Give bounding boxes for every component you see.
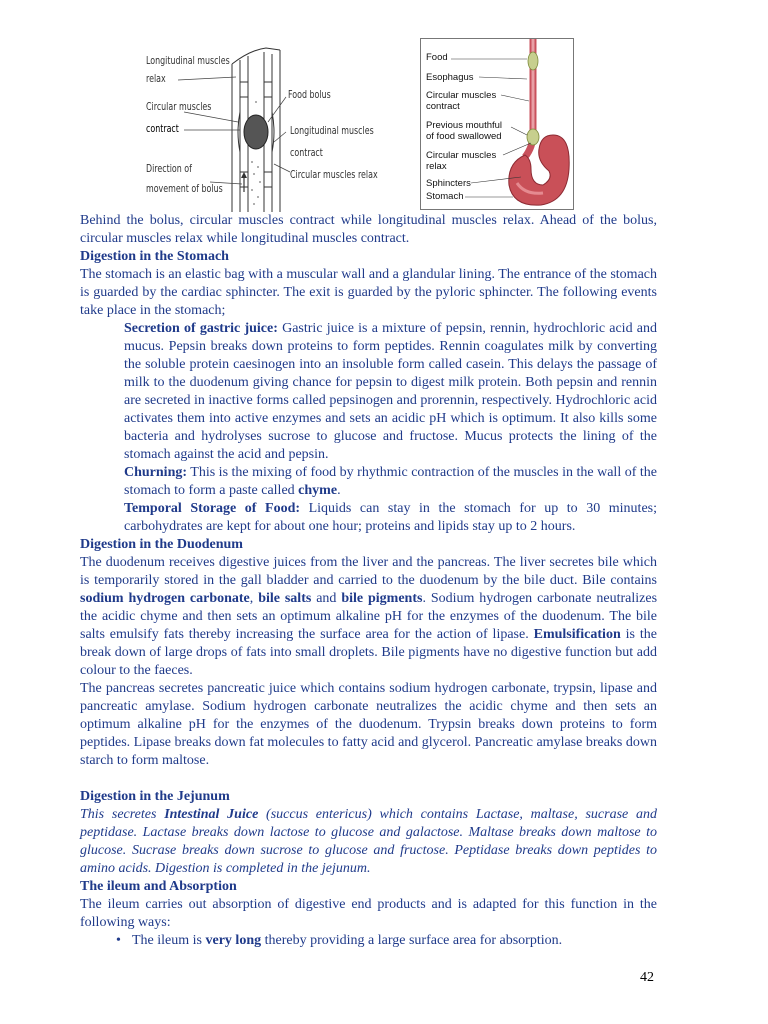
duodenum-text-1: The duodenum receives digestive juices from the liver and the pancreas. The liver secretes bile which is temporarily stored in the gall bladder and carried to the duodenum by the bile duct. Bile contains — [80, 555, 657, 588]
bullet-text-2: thereby providing a large surface area for absorption. — [261, 933, 563, 948]
churning-title: Churning: — [124, 465, 188, 480]
duodenum-text-3: is the break down of large drops of fats into small droplets. Bile pigments have no digestive function but add colour to the faeces. — [80, 627, 657, 678]
heading-jejunum: Digestion in the Jejunum — [80, 789, 230, 804]
storage-title: Temporal Storage of Food: — [124, 501, 301, 516]
label-circular-contract-1: Circular muscles — [426, 90, 497, 101]
label-previous-mouthful-1: Previous mouthful — [426, 120, 503, 131]
heading-stomach: Digestion in the Stomach — [80, 249, 229, 264]
label-stomach: Stomach — [426, 191, 464, 202]
bile-salts-term: bile salts — [258, 591, 312, 606]
bullet-text-1: The ileum is — [132, 933, 206, 948]
intro-paragraph: Behind the bolus, circular muscles contract while longitudinal muscles relax. Ahead of the bolus, circular muscles relax while longitudinal muscles contract. — [80, 213, 657, 246]
ileum-paragraph: The ileum carries out absorption of digestive end products and is adapted for this function in the following ways: — [80, 897, 657, 930]
label-circular-relax-2: relax — [426, 161, 447, 172]
jejunum-text-2: (succus entericus) which contains Lactase, maltase, sucrase and peptidase. Lactase breaks down lactose to glucose and galactose. Maltase breaks down maltose to glucose. Sucrase breaks down sucrose to glucose and fructose. Peptidase breaks down peptides to amino acids. Digestion is completed in the jejunum. — [80, 807, 657, 876]
very-long-term: very long — [205, 933, 262, 948]
spacer — [80, 770, 657, 788]
label-longitudinal-contract-2: contract — [290, 146, 323, 159]
label-direction-1: Direction of — [146, 162, 192, 175]
label-sphincters: Sphincters — [426, 178, 471, 189]
churning-period: . — [337, 483, 341, 498]
gastric-juice-text: Gastric juice is a mixture of pepsin, rennin, hydrochloric acid and mucus. Pepsin breaks down proteins to form peptides. Rennin coagulates milk by converting the soluble protein caesinogen into an insoluble form called casein. This delays the passage of milk to the duodenum giving chance for pepsin to digest milk protein. Both pepsin and rennin are secreted in inactive forms called pepsinogen and prorennin, respectively. Hydrochloric acid activates them into active enzymes and sets an acidic pH which is optimum. It also kills some bacteria and hydrolyses sucrose to glucose and fructose. Mucus protects the lining of the stomach against the acid and pepsin. — [124, 321, 657, 462]
page-body — [80, 212, 657, 950]
storage-text: Liquids can stay in the stomach for up to 30 minutes; carbohydrates are kept for about one hour; proteins and lipids stay up to 2 hours. — [124, 501, 657, 534]
label-longitudinal-contract-1: Longitudinal muscles — [290, 124, 374, 137]
label-food: Food — [426, 52, 448, 63]
duodenum-text-2: . Sodium hydrogen carbonate neutralizes the acidic chyme and then sets an optimum alkaline pH for the enzymes of the duodenum. The bile salts emulsify fats thereby increasing the surface area for the action of lipase. — [80, 591, 658, 642]
label-circular-contract-2: contract — [426, 101, 460, 112]
food-bolus-shape — [244, 115, 268, 149]
jejunum-paragraph — [80, 806, 657, 878]
stomach-paragraph: The stomach is an elastic bag with a muscular wall and a glandular lining. The entrance of the stomach is guarded by the cardiac sphincter. The exit is guarded by the pyloric sphincter. The following events take place in the stomach; — [80, 267, 657, 318]
label-circular-contract-1: Circular muscles — [146, 100, 212, 113]
label-circular-contract-2: contract — [146, 122, 179, 135]
churning-paragraph — [124, 464, 657, 500]
label-longitudinal-relax-2: relax — [146, 72, 166, 85]
churning-text: This is the mixing of food by rhythmic contraction of the muscles in the wall of the stomach to form a paste called — [124, 465, 657, 498]
emulsification-term: Emulsification — [533, 627, 621, 642]
label-longitudinal-relax-1: Longitudinal muscles — [146, 54, 230, 67]
page-number: 42 — [640, 970, 654, 985]
sodium-hydrogen-carbonate-term: sodium hydrogen carbonate — [80, 591, 250, 606]
label-direction-2: movement of bolus — [146, 182, 223, 195]
peristalsis-diagram — [140, 42, 390, 217]
storage-paragraph — [124, 500, 657, 536]
chyme-term: chyme — [298, 483, 338, 498]
pancreas-paragraph: The pancreas secretes pancreatic juice which contains sodium hydrogen carbonate, trypsin, lipase and pancreatic amylase. Sodium hydrogen carbonate neutralizes the acidic chyme and then sets an optimum alkaline pH for the enzymes of the duodenum. Trypsin breaks down proteins to form peptides. Lipase breaks down fat molecules to fatty acid and glycerol. Pancreatic amylase breaks down starch to form maltose. — [80, 681, 657, 768]
heading-ileum: The ileum and Absorption — [80, 879, 237, 894]
gastric-juice-paragraph — [124, 320, 657, 464]
label-esophagus: Esophagus — [426, 72, 474, 83]
duodenum-paragraph — [80, 554, 657, 680]
duodenum-comma: , — [249, 591, 259, 606]
jejunum-text-1: This secretes — [80, 807, 165, 822]
heading-duodenum: Digestion in the Duodenum — [80, 537, 243, 552]
bile-pigments-term: bile pigments — [341, 591, 423, 606]
gastric-juice-title: Secretion of gastric juice: — [124, 321, 278, 336]
label-food-bolus: Food bolus — [288, 88, 331, 101]
label-previous-mouthful-2: of food swallowed — [426, 131, 502, 142]
label-circular-relax-1: Circular muscles — [426, 150, 497, 161]
bullet-icon: • — [116, 933, 121, 948]
duodenum-and: and — [311, 591, 342, 606]
list-item — [116, 932, 657, 950]
esophagus-stomach-diagram — [420, 38, 574, 210]
label-circular-relax: Circular muscles relax — [290, 168, 378, 181]
intestinal-juice-term: Intestinal Juice — [164, 807, 259, 822]
